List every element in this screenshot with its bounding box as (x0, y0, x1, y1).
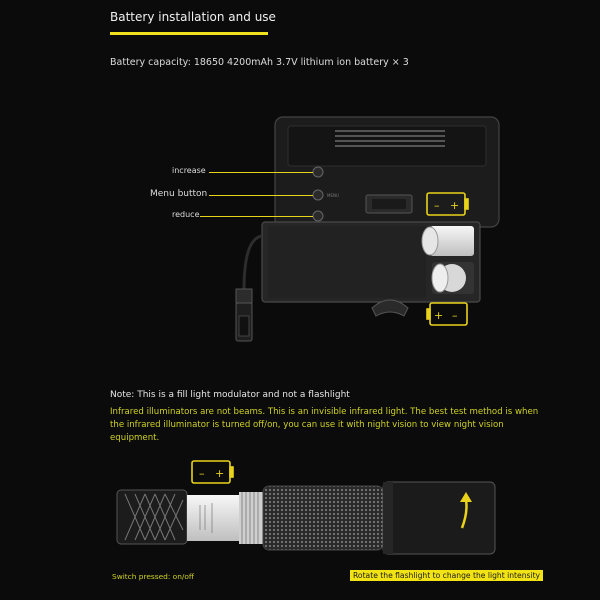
battery-icon-bottom (427, 303, 467, 325)
battery-bottom-minus: – (452, 309, 458, 322)
flashlight-battery-minus: – (199, 467, 205, 480)
reduce-label: reduce (172, 210, 200, 219)
note-text: Note: This is a fill light modulator and not a flashlight (110, 390, 350, 400)
menu-button-label: Menu button (150, 189, 208, 199)
infrared-description: Infrared illuminators are not beams. This is an invisible infrared light. The best test method is when the infrared illuminator is turned off/on, you can use it with night vision to view night vision equipment. (110, 407, 539, 443)
rotate-note: Rotate the flashlight to change the light intensity (350, 570, 543, 581)
switch-note: Switch pressed: on/off (112, 572, 194, 581)
flashlight-battery-plus: + (215, 467, 225, 480)
menu-marking: MENU (327, 193, 339, 198)
increase-label: increase (172, 166, 206, 175)
flashlight (117, 482, 495, 554)
reduce-leader (200, 216, 313, 217)
battery-top-minus: – (434, 199, 440, 212)
battery-box (236, 222, 480, 341)
page-title: Battery installation and use (110, 10, 276, 24)
battery-capacity-text: Battery capacity: 18650 4200mAh 3.7V lithium ion battery × 3 (110, 57, 409, 68)
menu-leader (209, 195, 313, 196)
battery-top-plus: + (450, 199, 460, 212)
battery-bottom-plus: + (434, 309, 444, 322)
increase-leader (209, 172, 313, 173)
